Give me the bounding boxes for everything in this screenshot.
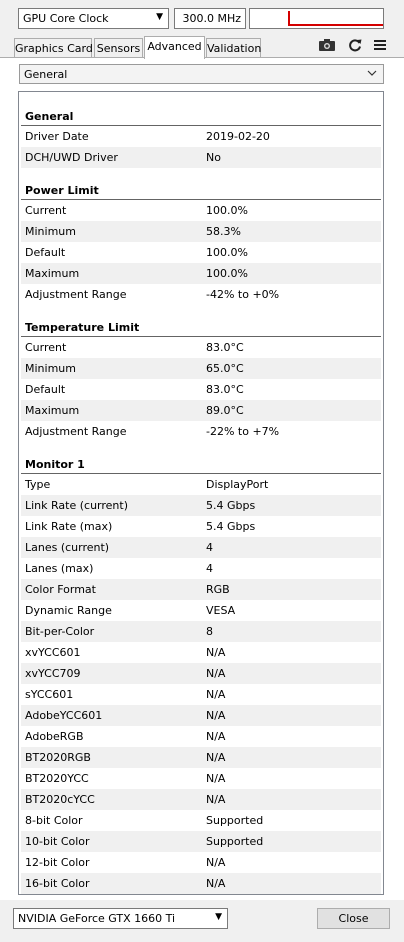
property-row[interactable]	[21, 852, 381, 873]
property-value: 5.4 Gbps	[206, 520, 256, 533]
property-row[interactable]	[21, 495, 381, 516]
property-value: 83.0°C	[206, 383, 244, 396]
section-title: Power Limit	[25, 184, 99, 197]
property-row[interactable]	[21, 200, 381, 221]
property-value: 8	[206, 625, 213, 638]
property-row[interactable]	[21, 642, 381, 663]
footer-bar	[0, 900, 404, 942]
property-label: Current	[25, 341, 67, 354]
property-value: 83.0°C	[206, 341, 244, 354]
property-value: 2019-02-20	[206, 130, 270, 143]
property-label: Lanes (max)	[25, 562, 94, 575]
tab-advanced[interactable]	[144, 36, 205, 59]
property-row[interactable]	[21, 810, 381, 831]
property-label: 12-bit Color	[25, 856, 90, 869]
advanced-panel	[0, 58, 404, 900]
property-row[interactable]	[21, 400, 381, 421]
camera-icon[interactable]	[316, 36, 338, 54]
property-label: BT2020YCC	[25, 772, 89, 785]
property-value: -22% to +7%	[206, 425, 280, 438]
property-label: Lanes (current)	[25, 541, 110, 554]
property-label: Color Format	[25, 583, 96, 596]
property-value: N/A	[206, 667, 226, 680]
sensor-dropdown[interactable]	[18, 8, 169, 29]
property-value: N/A	[206, 793, 226, 806]
property-label: 10-bit Color	[25, 835, 90, 848]
property-value: 58.3%	[206, 225, 241, 238]
graph-line	[288, 11, 384, 26]
sensor-value: 300.0 MHz	[174, 8, 246, 29]
property-value: No	[206, 151, 221, 164]
property-label: xvYCC601	[25, 646, 81, 659]
property-value: N/A	[206, 877, 226, 890]
property-value: 5.4 Gbps	[206, 499, 256, 512]
property-row[interactable]	[21, 600, 381, 621]
property-row[interactable]	[21, 705, 381, 726]
property-row[interactable]	[21, 579, 381, 600]
property-row[interactable]	[21, 726, 381, 747]
property-row[interactable]	[21, 516, 381, 537]
property-row[interactable]	[21, 789, 381, 810]
section-title: Monitor 1	[25, 458, 85, 471]
property-label: Minimum	[25, 225, 76, 238]
section-header	[21, 453, 381, 474]
property-label: BT2020RGB	[25, 751, 91, 764]
property-value: 100.0%	[206, 267, 248, 280]
property-value: N/A	[206, 772, 226, 785]
property-row[interactable]	[21, 768, 381, 789]
property-label: Bit-per-Color	[25, 625, 95, 638]
properties-list[interactable]	[18, 91, 384, 895]
property-row[interactable]	[21, 147, 381, 168]
property-value: -42% to +0%	[206, 288, 280, 301]
property-label: Dynamic Range	[25, 604, 112, 617]
property-row[interactable]	[21, 831, 381, 852]
property-value: 65.0°C	[206, 362, 244, 375]
property-row[interactable]	[21, 474, 381, 495]
property-label: sYCC601	[25, 688, 74, 701]
property-value: DisplayPort	[206, 478, 269, 491]
graphics-card-label: NVIDIA GeForce GTX 1660 Ti	[18, 912, 176, 925]
property-value: Supported	[206, 835, 264, 848]
property-label: xvYCC709	[25, 667, 81, 680]
property-value: N/A	[206, 730, 226, 743]
property-value: N/A	[206, 688, 226, 701]
tab-label: Graphics Card	[15, 42, 93, 55]
property-value: 4	[206, 562, 213, 575]
property-value: N/A	[206, 751, 226, 764]
property-value: 89.0°C	[206, 404, 244, 417]
tab-graphics-card[interactable]	[14, 38, 92, 58]
dropdown-arrow-icon: ▼	[215, 912, 222, 922]
property-row[interactable]	[21, 621, 381, 642]
property-value: RGB	[206, 583, 230, 596]
property-row[interactable]	[21, 126, 381, 147]
section-header	[21, 179, 381, 200]
property-row[interactable]	[21, 337, 381, 358]
tab-label: Sensors	[96, 42, 141, 55]
property-row[interactable]	[21, 263, 381, 284]
property-value: N/A	[206, 709, 226, 722]
property-row[interactable]	[21, 684, 381, 705]
refresh-icon[interactable]	[344, 36, 366, 54]
menu-icon[interactable]	[369, 36, 391, 54]
property-label: AdobeRGB	[25, 730, 84, 743]
property-label: Minimum	[25, 362, 76, 375]
property-label: Maximum	[25, 267, 80, 280]
tab-label: Advanced	[147, 40, 202, 53]
property-label: DCH/UWD Driver	[25, 151, 118, 164]
property-row[interactable]	[21, 537, 381, 558]
property-row[interactable]	[21, 221, 381, 242]
property-label: Current	[25, 204, 67, 217]
property-label: Default	[25, 383, 66, 396]
dropdown-arrow-icon: ▼	[156, 12, 163, 22]
property-row[interactable]	[21, 284, 381, 305]
sensor-toolbar	[0, 0, 404, 36]
property-label: Driver Date	[25, 130, 89, 143]
property-row[interactable]	[21, 873, 381, 894]
section-title: Temperature Limit	[25, 321, 140, 334]
sensor-graph	[249, 8, 384, 29]
property-label: Default	[25, 246, 66, 259]
property-label: Type	[25, 478, 51, 491]
tab-label: Validation	[207, 42, 262, 55]
category-dropdown-label: General	[24, 68, 68, 81]
property-row[interactable]	[21, 421, 381, 442]
property-label: AdobeYCC601	[25, 709, 103, 722]
property-label: Maximum	[25, 404, 80, 417]
property-label: Adjustment Range	[25, 288, 127, 301]
property-label: Link Rate (max)	[25, 520, 113, 533]
property-label: 16-bit Color	[25, 877, 90, 890]
property-row[interactable]	[21, 558, 381, 579]
tab-validation[interactable]	[206, 38, 261, 58]
property-label: BT2020cYCC	[25, 793, 95, 806]
chevron-down-icon	[367, 68, 377, 78]
section-header	[21, 105, 381, 126]
tab-sensors[interactable]	[94, 38, 143, 58]
property-row[interactable]	[21, 747, 381, 768]
property-label: Adjustment Range	[25, 425, 127, 438]
property-value: N/A	[206, 646, 226, 659]
close-button[interactable]: Close	[317, 908, 390, 929]
section-header	[21, 316, 381, 337]
graphics-card-dropdown[interactable]	[13, 908, 228, 929]
property-value: VESA	[206, 604, 236, 617]
property-value: 100.0%	[206, 204, 248, 217]
property-label: Link Rate (current)	[25, 499, 129, 512]
category-dropdown[interactable]	[19, 64, 384, 84]
property-row[interactable]	[21, 379, 381, 400]
property-row[interactable]	[21, 242, 381, 263]
property-row[interactable]	[21, 358, 381, 379]
property-value: N/A	[206, 856, 226, 869]
property-value: 4	[206, 541, 213, 554]
sensor-dropdown-label: GPU Core Clock	[23, 12, 109, 25]
section-title: General	[25, 110, 74, 123]
property-label: 8-bit Color	[25, 814, 83, 827]
property-value: Supported	[206, 814, 264, 827]
property-row[interactable]	[21, 663, 381, 684]
property-value: 100.0%	[206, 246, 248, 259]
